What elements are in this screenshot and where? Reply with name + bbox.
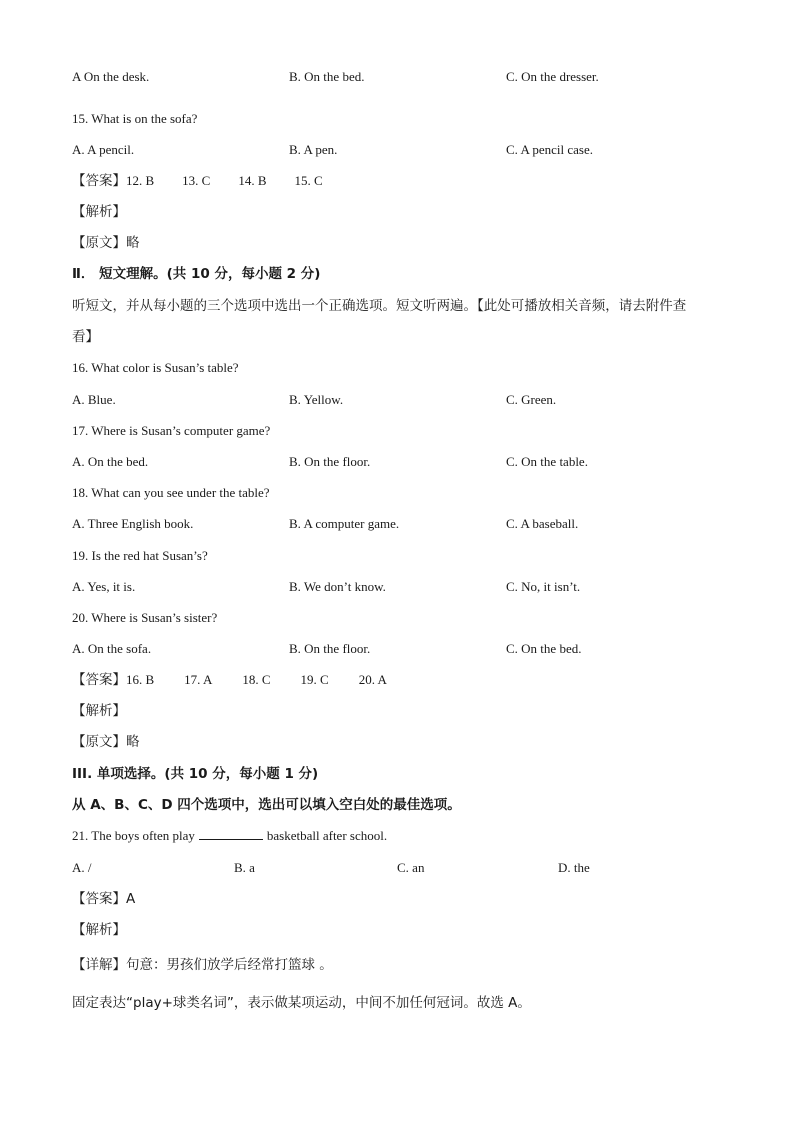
q19-option-c: C. No, it isn’t.	[506, 579, 581, 594]
q20-question: 20. Where is Susan’s sister?	[72, 610, 218, 625]
q20-option-b: B. On the floor.	[289, 641, 371, 656]
answer-item: 18. C	[242, 672, 271, 687]
q18-option-a: A. Three English book.	[72, 516, 194, 531]
q21-question	[72, 827, 387, 845]
q21-option-c: C. an	[397, 860, 425, 875]
q16-option-a: A. Blue.	[72, 392, 116, 407]
analysis-label: 【解析】	[72, 922, 126, 938]
q21-option-b: B. a	[234, 860, 255, 875]
answer-item: 15. C	[294, 173, 323, 188]
q19-option-b: B. We don’t know.	[289, 579, 386, 594]
q21-explanation: 固定表达“play+球类名词”，表示做某项运动，中间不加任何冠词。故选 A。	[72, 995, 531, 1011]
q15-option-b: B. A pen.	[289, 142, 338, 157]
analysis-label: 【解析】	[72, 204, 126, 220]
q14-option-b: B. On the bed.	[289, 69, 365, 84]
analysis-label: 【解析】	[72, 703, 126, 719]
answer-item: 19. C	[300, 672, 329, 687]
answer-item: 14. B	[238, 173, 267, 188]
answer-block-1	[72, 172, 323, 190]
q19-option-a: A. Yes, it is.	[72, 579, 136, 594]
q15-option-c: C. A pencil case.	[506, 142, 594, 157]
q20-option-a: A. On the sofa.	[72, 641, 152, 656]
q21-question-before: 21. The boys often play	[72, 828, 195, 843]
q16-option-b: B. Yellow.	[289, 392, 344, 407]
q17-option-a: A. On the bed.	[72, 454, 149, 469]
q18-option-c: C. A baseball.	[506, 516, 579, 531]
q16-option-c: C. Green.	[506, 392, 557, 407]
q15-option-a: A. A pencil.	[72, 142, 135, 157]
q21-option-d: D. the	[558, 860, 590, 875]
section-3-instruction: 从 A、B、C、D 四个选项中，选出可以填入空白处的最佳选项。	[72, 797, 461, 813]
answer-block-2	[72, 671, 387, 689]
q20-option-c: C. On the bed.	[506, 641, 582, 656]
answer-item: 16. B	[126, 672, 155, 687]
q21-answer: 【答案】A	[72, 891, 136, 907]
q17-option-c: C. On the table.	[506, 454, 588, 469]
answer-label: 【答案】	[72, 173, 126, 189]
answer-item: 12. B	[126, 173, 155, 188]
section-3-title: III. 单项选择。(共 10 分，每小题 1 分)	[72, 766, 319, 782]
q21-detail: 【详解】句意：男孩们放学后经常打篮球 。	[72, 957, 333, 973]
original-text-label: 【原文】略	[72, 235, 140, 251]
q17-question: 17. Where is Susan’s computer game?	[72, 423, 271, 438]
q14-option-c: C. On the dresser.	[506, 69, 599, 84]
q21-question-after: basketball after school.	[266, 828, 388, 843]
q19-question: 19. Is the red hat Susan’s?	[72, 548, 208, 563]
q21-blank	[199, 827, 263, 840]
q15-question: 15. What is on the sofa?	[72, 111, 198, 126]
q18-question: 18. What can you see under the table?	[72, 485, 270, 500]
q17-option-b: B. On the floor.	[289, 454, 371, 469]
q14-option-a: A On the desk.	[72, 69, 150, 84]
answer-item: 20. A	[358, 672, 387, 687]
original-text-label: 【原文】略	[72, 734, 140, 750]
section-2-instruction-line-1: 听短文，并从每小题的三个选项中选出一个正确选项。短文听两遍。【此处可播放相关音频，请去附件查	[72, 298, 687, 314]
answer-item: 17. A	[184, 672, 213, 687]
q18-option-b: B. A computer game.	[289, 516, 400, 531]
section-2-instruction-line-2: 看】	[72, 329, 99, 345]
answer-item: 13. C	[182, 173, 211, 188]
answer-label: 【答案】	[72, 672, 126, 688]
q16-question: 16. What color is Susan’s table?	[72, 360, 239, 375]
q21-option-a: A. /	[72, 860, 92, 875]
section-2-title: Ⅱ． 短文理解。(共 10 分，每小题 2 分)	[72, 266, 321, 282]
